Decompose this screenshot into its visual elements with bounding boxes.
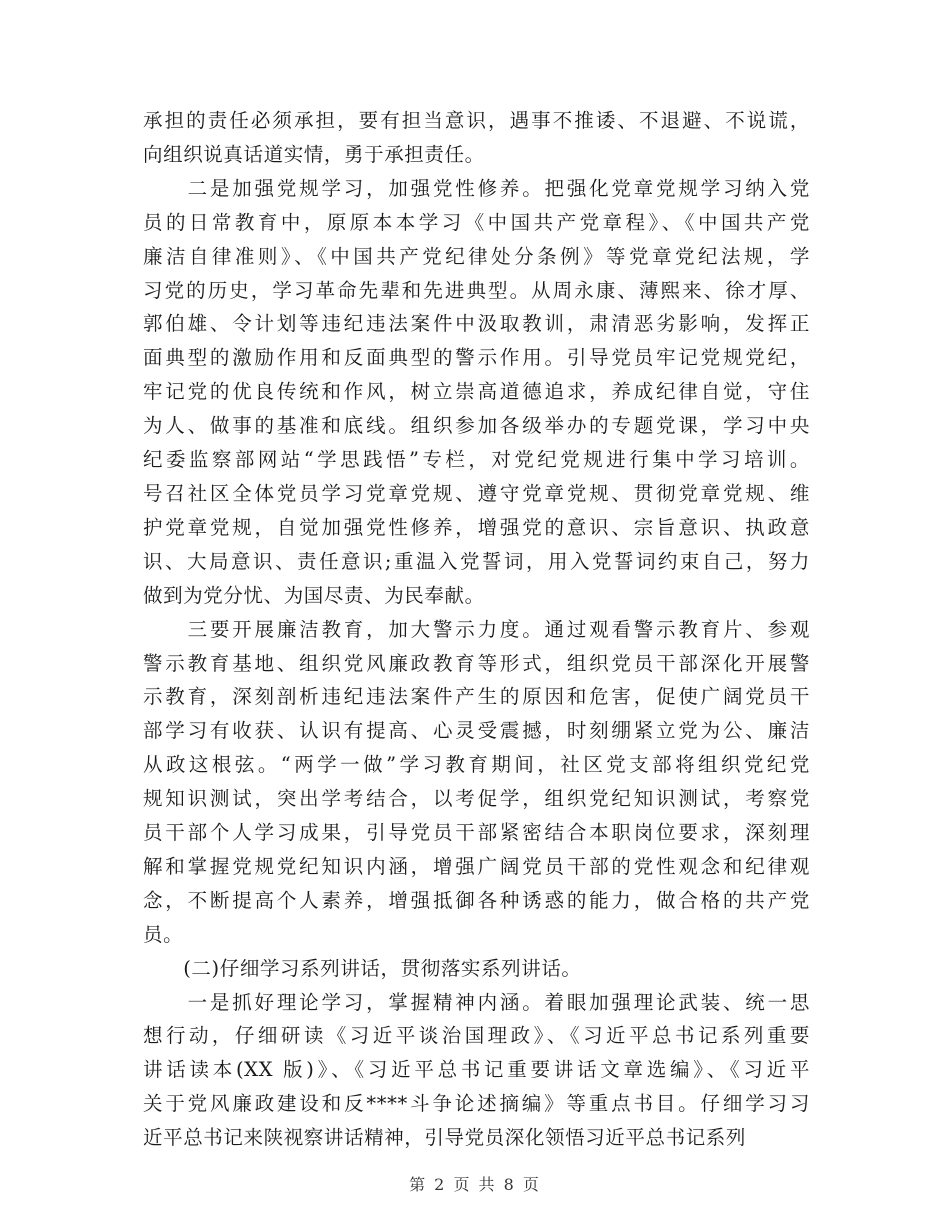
text-line: 一是抓好理论学习，掌握精神内涵。着眼加强理论武装、统一思 (143, 990, 810, 1014)
paragraph (143, 952, 810, 986)
text-line: 部学习有收获、认识有提高、心灵受震撼，时刻绷紧立党为公、廉洁 (143, 719, 810, 743)
text-line: 警示教育基地、组织党风廉政教育等形式，组织党员干部深化开展警 (143, 651, 810, 675)
paragraph (143, 613, 810, 952)
text-line: 纪委监察部网站“学思践悟”专栏，对党纪党规进行集中学习培训。 (143, 448, 810, 472)
text-line: 从政这根弦。“两学一做”学习教育期间，社区党支部将组织党纪党 (143, 753, 810, 777)
text-line: 二是加强党规学习，加强党性修养。把强化党章党规学习纳入党 (143, 176, 810, 200)
text-line: 员。 (143, 922, 184, 946)
document-body (143, 104, 810, 1155)
text-line: 关于党风廉政建设和反****斗争论述摘编》等重点书目。仔细学习习 (143, 1092, 810, 1116)
text-line: 郭伯雄、令计划等违纪违法案件中汲取教训，肃清恶劣影响，发挥正 (143, 312, 810, 336)
text-line: 近平总书记来陕视察讲话精神，引导党员深化领悟习近平总书记系列 (143, 1126, 747, 1150)
text-line: 示教育，深刻剖析违纪违法案件产生的原因和危害，促使广阔党员干 (143, 685, 810, 709)
text-line: 护党章党规，自觉加强党性修养，增强党的意识、宗旨意识、执政意 (143, 515, 810, 539)
text-line: 承担的责任必须承担，要有担当意识，遇事不推诿、不退避、不说谎， (143, 109, 810, 132)
text-line: 三要开展廉洁教育，加大警示力度。通过观看警示教育片、参观 (143, 617, 810, 641)
paragraph (143, 104, 810, 172)
text-line: 念，不断提高个人素养，增强抵御各种诱惑的能力，做合格的共产党 (143, 888, 810, 912)
text-line: 面典型的激励作用和反面典型的警示作用。引导党员牢记党规党纪， (143, 346, 810, 370)
text-line: 做到为党分忧、为国尽责、为民奉献。 (143, 583, 485, 607)
text-line: 想行动，仔细研读《习近平谈治国理政》、《习近平总书记系列重要 (143, 1024, 810, 1048)
text-line: 讲话读本(XX 版)》、《习近平总书记重要讲话文章选编》、《习近平 (143, 1058, 810, 1082)
text-line: 解和掌握党规党纪知识内涵，增强广阔党员干部的党性观念和纪律观 (143, 854, 810, 878)
text-line: 识、大局意识、责任意识;重温入党誓词，用入党誓词约束自己，努力 (143, 549, 810, 573)
text-line: 为人、做事的基准和底线。组织参加各级举办的专题党课，学习中央 (143, 414, 810, 438)
text-line: (二)仔细学习系列讲话，贯彻落实系列讲话。 (143, 956, 582, 980)
text-line: 员干部个人学习成果，引导党员干部紧密结合本职岗位要求，深刻理 (143, 821, 810, 845)
paragraph (143, 986, 810, 1156)
text-line: 向组织说真话道实情，勇于承担责任。 (143, 142, 485, 166)
text-line: 规知识测试，突出学考结合，以考促学，组织党纪知识测试，考察党 (143, 787, 810, 811)
paragraph (143, 172, 810, 613)
text-line: 习党的历史，学习革命先辈和先进典型。从周永康、薄熙来、徐才厚、 (143, 278, 810, 302)
page-number-footer: 第 2 页 共 8 页 (409, 1175, 541, 1194)
text-line: 员的日常教育中，原原本本学习《中国共产党章程》、《中国共产党 (143, 210, 810, 234)
text-line: 号召社区全体党员学习党章党规、遵守党章党规、贯彻党章党规、维 (143, 481, 810, 505)
text-line: 廉洁自律准则》、《中国共产党纪律处分条例》等党章党纪法规，学 (143, 244, 810, 268)
text-line: 牢记党的优良传统和作风，树立崇高道德追求，养成纪律自觉，守住 (143, 380, 810, 404)
